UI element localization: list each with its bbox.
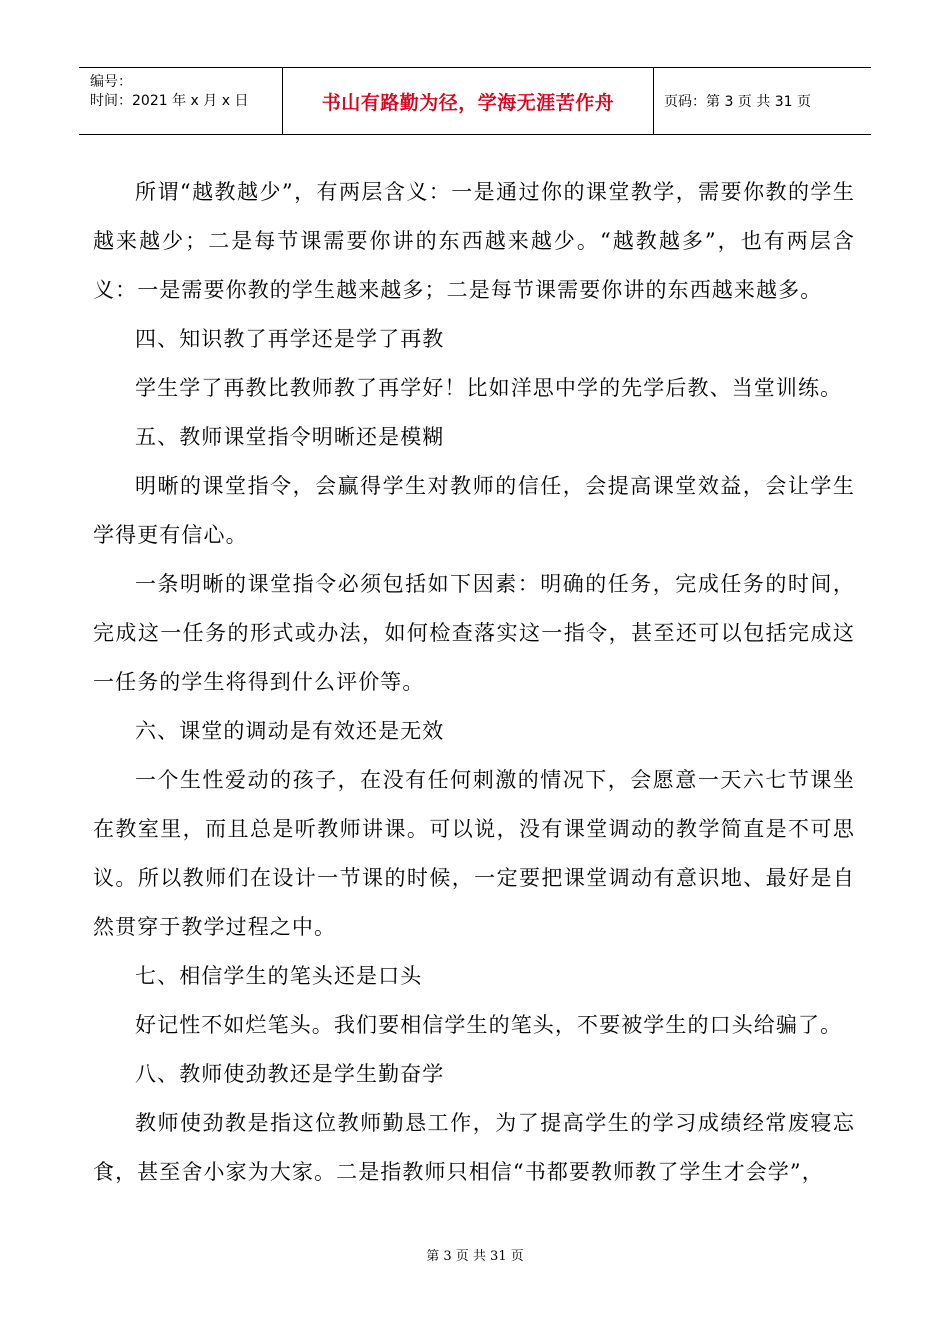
section-heading: 五、教师课堂指令明晰还是模糊 xyxy=(135,425,445,449)
header-page-number: 页码：第 3 页 共 31 页 xyxy=(664,94,811,110)
paragraph: 教师使劲教是指这位教师勤恳工作，为了提高学生的学习成绩经常废寝忘食，甚至舍小家为大家。二是指教师只相信“书都要教师教了学生才会学”， xyxy=(93,1111,855,1184)
paragraph: 学生学了再教比教师教了再学好！比如洋思中学的先学后教、当堂训练。 xyxy=(135,376,843,400)
paragraph: 明晰的课堂指令，会赢得学生对教师的信任，会提高课堂效益，会让学生学得更有信心。 xyxy=(93,474,855,547)
paragraph: 所谓“越教越少”，有两层含义：一是通过你的课堂教学，需要你教的学生越来越少；二是每节课需要你讲的东西越来越少。“越教越多”，也有两层含义：一是需要你教的学生越来越多；二是每节课需要你讲的东西越来越多。 xyxy=(93,180,855,302)
section-heading: 六、课堂的调动是有效还是无效 xyxy=(135,719,445,743)
paragraph: 一个生性爱动的孩子，在没有任何刺激的情况下，会愿意一天六七节课坐在教室里，而且总是听教师讲课。可以说，没有课堂调动的教学简直是不可思议。所以教师们在设计一节课的时候，一定要把课堂调动有意识地、最好是自然贯穿于教学过程之中。 xyxy=(93,768,855,939)
section-heading: 八、教师使劲教还是学生勤奋学 xyxy=(135,1062,445,1086)
page-footer: 第 3 页 共 31 页 xyxy=(426,1249,524,1264)
header-motto: 书山有路勤为径，学海无涯苦作舟 xyxy=(321,91,615,114)
document-body xyxy=(93,168,855,1197)
paragraph: 一条明晰的课堂指令必须包括如下因素：明确的任务，完成任务的时间，完成这一任务的形式或办法，如何检查落实这一指令，甚至还可以包括完成这一任务的学生将得到什么评价等。 xyxy=(93,572,855,694)
paragraph: 好记性不如烂笔头。我们要相信学生的笔头，不要被学生的口头给骗了。 xyxy=(135,1013,843,1037)
section-heading: 七、相信学生的笔头还是口头 xyxy=(135,964,423,988)
page-header xyxy=(79,67,871,135)
header-meta-cell xyxy=(79,68,283,134)
section-heading: 四、知识教了再学还是学了再教 xyxy=(135,327,445,351)
document-time-label: 时间：2021 年 x 月 x 日 xyxy=(90,93,249,109)
header-motto-cell xyxy=(283,68,654,134)
document-number-label: 编号： xyxy=(90,74,132,90)
header-page-cell xyxy=(654,68,871,134)
